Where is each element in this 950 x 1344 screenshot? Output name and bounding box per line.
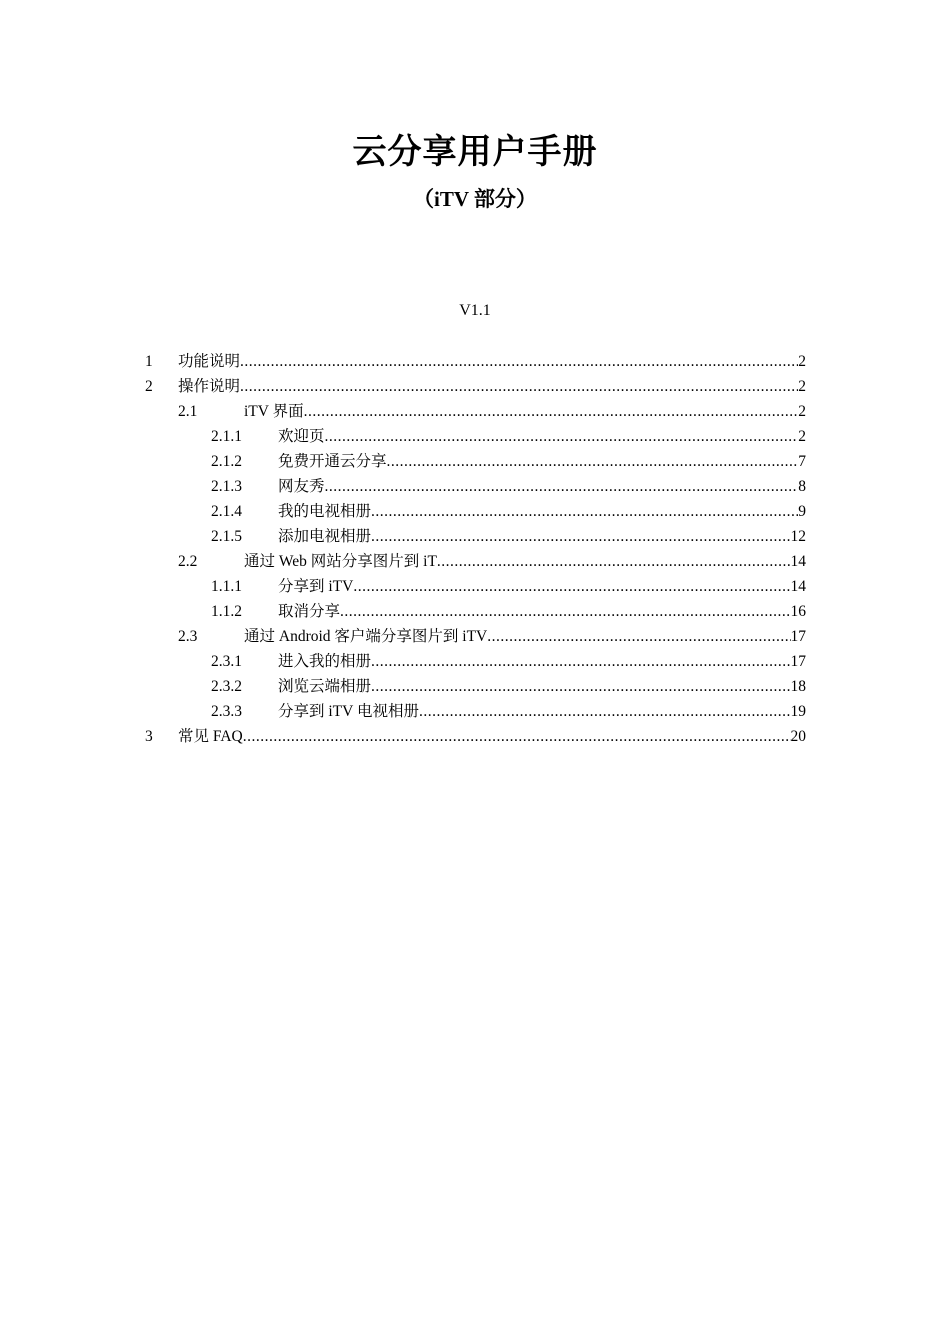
toc-entry-title: 免费开通云分享 [278, 453, 387, 470]
toc-entry-page: 2 [798, 403, 806, 420]
toc-entry-number: 2.3.1 [211, 653, 242, 670]
toc-entry[interactable] [145, 349, 806, 374]
toc-entry-body [278, 699, 806, 724]
toc-entry-body [278, 474, 806, 499]
toc-entry-number: 3 [145, 728, 153, 745]
toc-entry-number: 2.3.3 [211, 703, 242, 720]
toc-entry-title: 添加电视相册 [278, 528, 372, 545]
toc-entry-title: 浏览云端相册 [278, 678, 372, 695]
toc-entry-page: 12 [790, 528, 806, 545]
toc-entry-page: 17 [790, 628, 806, 645]
toc-entry-number: 2.1.2 [211, 453, 242, 470]
toc-entry-page: 7 [798, 453, 806, 470]
toc-entry-title: 功能说明 [178, 353, 241, 370]
toc-entry-page: 20 [790, 728, 806, 745]
toc-entry-page: 8 [798, 478, 806, 495]
toc-entry-page: 2 [798, 378, 806, 395]
toc-entry-page: 17 [790, 653, 806, 670]
toc-entry-page: 2 [798, 428, 806, 445]
toc-entry-body [178, 724, 806, 749]
toc-entry-page: 9 [798, 503, 806, 520]
toc-entry-page: 19 [790, 703, 806, 720]
toc-entry-title: 操作说明 [178, 378, 241, 395]
toc-entry[interactable] [145, 699, 806, 724]
toc-entry-body [244, 624, 806, 649]
toc-entry-page: 16 [790, 603, 806, 620]
toc-entry-body [244, 549, 806, 574]
toc-entry-body [244, 399, 806, 424]
toc-entry-body [278, 499, 806, 524]
toc-entry-number: 1.1.1 [211, 578, 242, 595]
document-version: V1.1 [459, 302, 491, 319]
toc-entry-title: 分享到 iTV [278, 578, 354, 595]
toc-entry-title: 进入我的相册 [278, 653, 372, 670]
toc-dot-leader [419, 699, 791, 724]
toc-dot-leader [325, 424, 799, 449]
toc-entry[interactable] [145, 499, 806, 524]
toc-entry-page: 18 [790, 678, 806, 695]
toc-dot-leader [371, 499, 798, 524]
toc-entry-body [278, 599, 806, 624]
toc-dot-leader [371, 674, 790, 699]
toc-entry-title: 常见 FAQ [178, 728, 243, 745]
toc-entry-title: 分享到 iTV 电视相册 [278, 703, 419, 720]
toc-entry[interactable] [145, 599, 806, 624]
toc-entry-title: 欢迎页 [278, 428, 325, 445]
toc-dot-leader [487, 624, 790, 649]
toc-dot-leader [371, 524, 790, 549]
toc-entry-number: 2 [145, 378, 153, 395]
toc-entry-title: 我的电视相册 [278, 503, 372, 520]
toc-dot-leader [240, 349, 798, 374]
toc-entry[interactable] [145, 524, 806, 549]
toc-entry[interactable] [145, 399, 806, 424]
toc-dot-leader [437, 549, 791, 574]
toc-entry-body [278, 674, 806, 699]
toc-entry[interactable] [145, 624, 806, 649]
toc-entry-number: 2.1.4 [211, 503, 242, 520]
toc-entry[interactable] [145, 549, 806, 574]
toc-dot-leader [340, 599, 790, 624]
toc-entry-title: 通过 Android 客户端分享图片到 iTV [244, 628, 488, 645]
toc-entry-number: 1 [145, 353, 153, 370]
toc-entry-number: 2.1 [178, 403, 198, 420]
document-subtitle: （iTV 部分） [413, 187, 537, 211]
document-title: 云分享用户手册 [352, 132, 598, 172]
toc-entry-page: 14 [790, 553, 806, 570]
toc-entry[interactable] [145, 449, 806, 474]
toc-entry-body [278, 649, 806, 674]
toc-entry[interactable] [145, 474, 806, 499]
toc-entry-body [178, 374, 806, 399]
toc-entry-page: 14 [790, 578, 806, 595]
toc-entry-body [178, 349, 806, 374]
toc-entry-body [278, 449, 806, 474]
toc-entry-page: 2 [798, 353, 806, 370]
toc-entry-number: 2.2 [178, 553, 198, 570]
toc-entry-number: 2.3 [178, 628, 198, 645]
toc-entry[interactable] [145, 724, 806, 749]
toc-entry[interactable] [145, 674, 806, 699]
toc-dot-leader [387, 449, 799, 474]
toc-entry[interactable] [145, 424, 806, 449]
toc-entry-body [278, 574, 806, 599]
table-of-contents [145, 349, 806, 749]
toc-dot-leader [353, 574, 790, 599]
toc-entry[interactable] [145, 374, 806, 399]
toc-entry-body [278, 424, 806, 449]
toc-entry-number: 1.1.2 [211, 603, 242, 620]
toc-entry-title: iTV 界面 [244, 403, 304, 420]
toc-entry-number: 2.1.5 [211, 528, 242, 545]
toc-entry[interactable] [145, 649, 806, 674]
toc-dot-leader [243, 724, 791, 749]
toc-dot-leader [325, 474, 799, 499]
toc-entry-title: 网友秀 [278, 478, 325, 495]
toc-entry-body [278, 524, 806, 549]
toc-entry-title: 通过 Web 网站分享图片到 iT [244, 553, 437, 570]
toc-entry-number: 2.1.1 [211, 428, 242, 445]
toc-dot-leader [304, 399, 799, 424]
toc-dot-leader [371, 649, 790, 674]
toc-entry-title: 取消分享 [278, 603, 341, 620]
toc-entry-number: 2.1.3 [211, 478, 242, 495]
toc-entry[interactable] [145, 574, 806, 599]
toc-dot-leader [240, 374, 798, 399]
toc-entry-number: 2.3.2 [211, 678, 242, 695]
